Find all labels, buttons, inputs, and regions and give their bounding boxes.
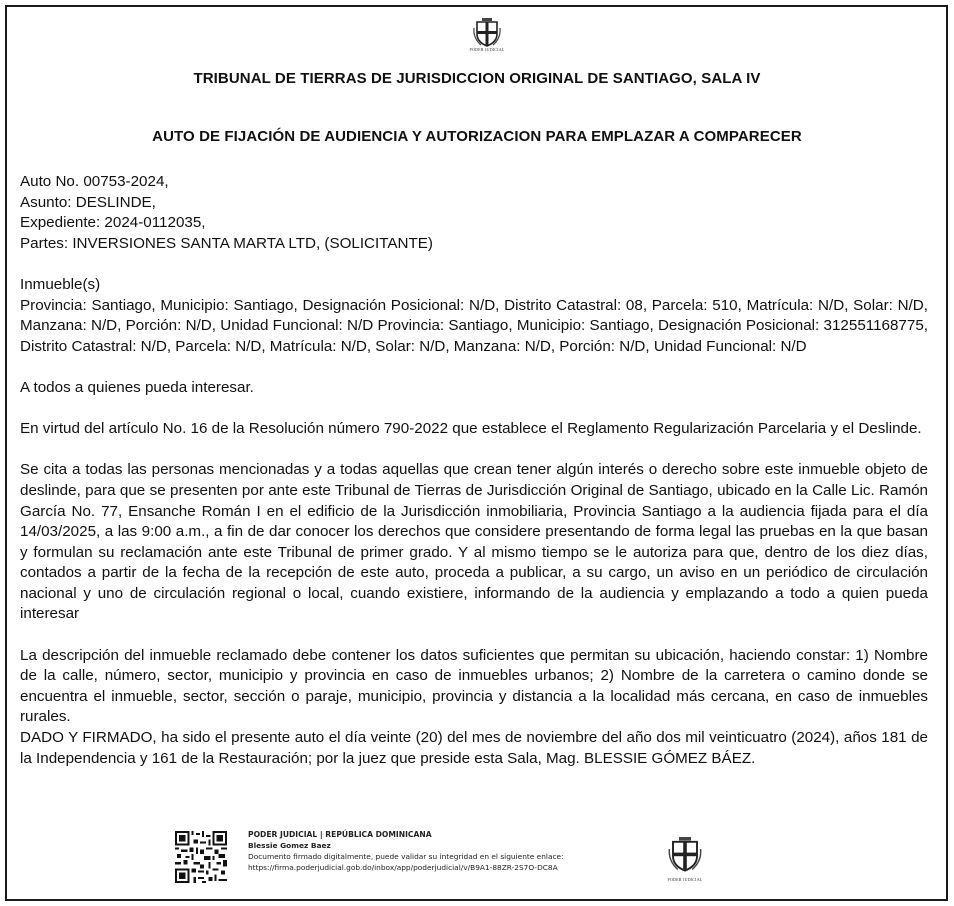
qr-code-icon[interactable]	[175, 831, 227, 883]
signature-note: Documento firmado digitalmente, puede validar su integridad en el siguiente enlace:	[248, 852, 564, 861]
signature-validation-link[interactable]: https://firma.poderjudicial.gob.do/inbox/app/poderjudicial/v/B9A1-88ZR-2S7O-DC8A	[248, 863, 558, 872]
crest-caption: PODER JUDICIAL	[469, 47, 505, 52]
citation-paragraph: Se cita a todas las personas mencionadas y a todas aquellas que crean tener algún interés o derecho sobre este inmueble objeto de deslinde, para que se presenten por ante este Tribunal de Tierras de Jurisdicción Original de Santiago, ubicado en la Calle Lic. Ramón García No. 77, Ensanche Román I en el edificio de la Jurisdicción inmobiliaria, Provincia Santiago a la audiencia fijada para el día 14/03/2025, a las 9:00 a.m., a fin de dar conocer los derechos que considere presentando de forma legal las pruebas en la que basan y formulan su reclamación ante este Tribunal de primer grado. Y al mismo tiempo se le autoriza para que, dentro de los diez días, contados a partir de la fecha de la recepción de este auto, proceda a publicar, a su cargo, un aviso en un periódico de circulación nacional y uno de circulación regional o local, cuando existiere, informando de la audiencia y emplazando a todo a quien pueda interesar	[20, 461, 928, 623]
inmueble-details: Provincia: Santiago, Municipio: Santiago, Designación Posicional: N/D, Distrito Catastral: 08, Parcela: 510, Matrícula: N/D, Solar: N/D, Manzana: N/D, Porción: N/D, Unidad Funcional: N/D Provincia: Santiago, Municipio: Santiago, Designación Posicional: 312551168775, Distrito Catastral: N/D, Parcela: N/D, Matrícula: N/D, Solar: N/D, Manzana: N/D, Porción: N/D, Unidad Funcional: N/D	[20, 296, 928, 355]
greeting-paragraph: A todos a quienes pueda interesar.	[20, 378, 254, 396]
signature-details	[248, 829, 668, 873]
digital-signature-block	[175, 829, 735, 885]
signed-paragraph: DADO Y FIRMADO, ha sido el presente auto el día veinte (20) del mes de noviembre del año dos mil veinticuatro (2024), años 181 de la Independencia y 161 de la Restauración; por la juez que preside esta Sala, Mag. BLESSIE GÓMEZ BÁEZ.	[20, 729, 928, 767]
expediente: Expediente: 2024-0112035,	[20, 214, 206, 232]
signature-organization: PODER JUDICIAL | REPÚBLICA DOMINICANA	[248, 830, 432, 839]
inmueble-heading: Inmueble(s)	[20, 275, 101, 293]
document-title: AUTO DE FIJACIÓN DE AUDIENCIA Y AUTORIZACION PARA EMPLAZAR A COMPARECER	[152, 128, 802, 145]
partes: Partes: INVERSIONES SANTA MARTA LTD, (SOLICITANTE)	[20, 234, 433, 252]
judiciary-seal-icon	[661, 837, 709, 885]
document-body	[20, 172, 928, 769]
signer-name: Blessie Gomez Baez	[248, 841, 331, 850]
court-name: TRIBUNAL DE TIERRAS DE JURISDICCION ORIGINAL DE SANTIAGO, SALA IV	[193, 70, 761, 87]
judiciary-crest-icon	[467, 18, 507, 64]
auto-number: Auto No. 00753-2024,	[20, 173, 169, 190]
asunto: Asunto: DESLINDE,	[20, 193, 156, 211]
virtud-paragraph: En virtud del artículo No. 16 de la Resolución número 790-2022 que establece el Reglamento Regularización Parcelaria y el Deslinde.	[20, 420, 922, 438]
seal-caption: PODER JUDICIAL	[667, 877, 703, 882]
description-paragraph: La descripción del inmueble reclamado debe contener los datos suficientes que permitan su ubicación, haciendo constar: 1) Nombre de la calle, número, sector, municipio y provincia en caso de inmuebles urbanos; 2) Nombre de la carretera o camino donde se encuentra el inmueble, sector, sección o paraje, municipio, provincia y distancia a la localidad más cercana, en caso de inmuebles rurales.	[20, 646, 928, 726]
